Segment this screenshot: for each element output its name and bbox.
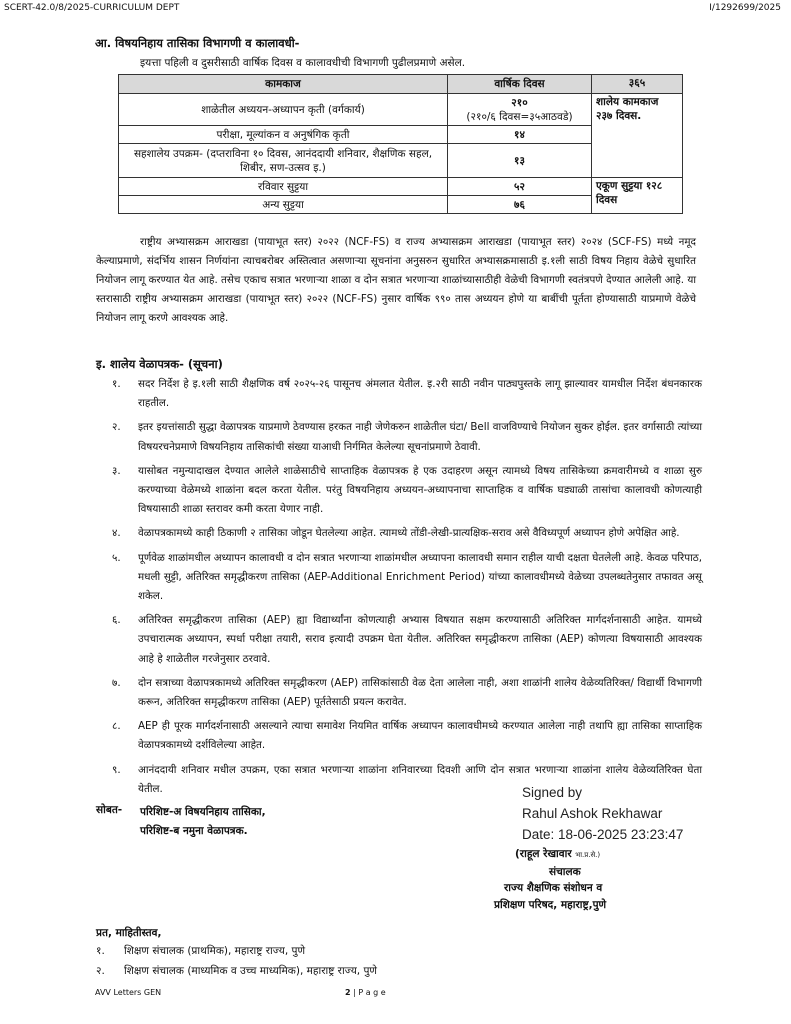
item-text: वेळापत्रकामध्ये काही ठिकाणी २ तासिका जोडून घेतलेल्या आहेत. त्यामध्ये तोंडी-लेखी-प्रात्यक्षिक-सराव असे वैविध्यपूर्ण अध्यापन होणे अपेक्षित आहे.: [138, 527, 680, 540]
officer-service: भा.प्र.से.): [575, 851, 601, 859]
copy-to-title: प्रत, माहितीस्तव,: [96, 927, 162, 939]
item-text: इतर इयत्तांसाठी सुद्धा वेळापत्रक याप्रमाणे ठेवण्यास हरकत नाही जेणेकरुन शाळेतील घंटा/ Bell वाजविण्याचे नियोजन सुकर होईल. इतर वर्गासाठी त्यांच्या विषयरचनेप्रमाणे विषयनिहाय तासिकांची संख्या याआधी निर्गमित केलेल्या सूचनांप्रमाणे ठेवावी.: [138, 421, 702, 453]
item-number: १.: [96, 945, 105, 957]
row-work: रविवार सुट्टया: [119, 178, 448, 196]
row-work: शाळेतील अध्ययन-अध्यापन कृती (वर्गकार्य): [119, 94, 448, 126]
header-work: कामकाज: [119, 75, 448, 94]
item-number: ९.: [112, 763, 121, 776]
item-number: ७.: [112, 676, 121, 689]
row-work: परीक्षा, मूल्यांकन व अनुषंगिक कृती: [119, 126, 448, 144]
item-number: २.: [96, 965, 105, 977]
list-item: [96, 941, 377, 961]
section-i-title: इ. शालेय वेळापत्रक- (सूचना): [96, 357, 223, 371]
school-days-total: शालेय कामकाज २३७ दिवस.: [592, 94, 683, 178]
item-number: ६.: [112, 614, 121, 627]
copy-to-list: [96, 941, 377, 981]
enclosure-item: परिशिष्ट-ब नमुना वेळापत्रक.: [140, 825, 248, 837]
list-item: [112, 674, 702, 712]
digital-signature-block: [522, 782, 683, 845]
item-number: २.: [112, 421, 121, 434]
page-number-value: 2: [345, 988, 351, 997]
list-item: [112, 717, 702, 755]
item-text: दोन सत्राच्या वेळापत्रकामध्ये अतिरिक्त समृद्धीकरण (AEP) तासिकांसाठी वेळ देता आलेला नाही, अशा शाळांनी शालेय वेळेव्यतिरिक्त/ विद्यार्थी विभागणी करून, अतिरिक्त समृद्धीकरण तासिका (AEP) पूर्ततेसाठी प्रयत्न करावेत.: [138, 676, 702, 709]
document-reference: SCERT-42.0/8/2025-CURRICULUM DEPT: [4, 3, 180, 13]
table-row: [119, 178, 683, 196]
row-days: [448, 94, 592, 126]
row-work: अन्य सुट्टया: [119, 196, 448, 214]
signer-name: Rahul Ashok Rekhawar: [522, 806, 663, 821]
instructions-list: [112, 375, 702, 804]
item-text: शिक्षण संचालक (प्राथमिक), महाराष्ट्र राज्य, पुणे: [124, 945, 306, 957]
enclosure-item: परिशिष्ट-अ विषयनिहाय तासिका,: [140, 806, 266, 818]
table-row: [119, 94, 683, 126]
item-number: ८.: [112, 720, 121, 733]
footer-template-name: AVV Letters GEN: [95, 988, 162, 997]
page-number: [345, 988, 386, 997]
item-text: अतिरिक्त समृद्धीकरण तासिका (AEP) ह्या विद्यार्थ्यांना कोणत्याही अभ्यास विषयात सक्षम करण्यासाठी अतिरिक्त मार्गदर्शनासाठी आहेत. यामध्ये उपचारात्मक अध्यापन, स्पर्धा परीक्षा तयारी, सराव इत्यादी उपक्रम घेता येतील. अतिरिक्त समृद्धीकरण तासिका (AEP) कोणत्या विषयासाठी आवश्यक आहे हे शाळेतील गरजेनुसार ठरवावे.: [138, 614, 702, 665]
list-item: [96, 961, 377, 981]
holidays-total: एकूण सुट्टया १२८ दिवस: [592, 178, 683, 214]
annual-days-table: [118, 74, 683, 214]
list-item: [112, 611, 702, 669]
inward-number: I/1292699/2025: [709, 3, 781, 13]
row-work: सहशालेय उपक्रम- (दप्तराविना १० दिवस, आनंददायी शनिवार, शैक्षणिक सहल, शिबीर, सण-उत्सव इ.): [119, 144, 448, 178]
section-a-intro: इयत्ता पहिली व दुसरीसाठी वार्षिक दिवस व कालावधीची विभागणी पुढीलप्रमाणे असेल.: [140, 57, 466, 69]
list-item: [112, 375, 702, 413]
signature-date: Date: 18-06-2025 23:23:47: [522, 827, 684, 842]
list-item: [112, 418, 702, 456]
officer-designation: संचालक: [549, 866, 581, 878]
item-text: पूर्णवेळ शाळांमधील अध्यापन कालावधी व दोन सत्रात भरणाऱ्या शाळांमधील अध्यापना कालावधी समान राहील याची दक्षता घेतलेली आहे. केवळ परिपाठ, मधली सुट्टी, अतिरिक्त समृद्धीकरण तासिका (AEP-Additional Enrichment Period) यांच्या कालावधीमध्ये वेळेच्या उपलब्धतेनुसार तफावत असू शकेल.: [138, 551, 702, 603]
row-days: १३: [448, 144, 592, 178]
enclosures-label: सोबत-: [96, 804, 123, 816]
organization-line-2: प्रशिक्षण परिषद, महाराष्ट्र,पुणे: [494, 899, 607, 911]
item-text: AEP ही पूरक मार्गदर्शनासाठी असल्याने त्याचा समावेश नियमित वार्षिक अध्यापन कालावधीमध्ये करण्यात आलेला नाही तथापि ह्या तासिका साप्ताहिक वेळापत्रकामध्ये दर्शविलेल्या आहेत.: [138, 720, 702, 752]
item-text: शिक्षण संचालक (माध्यमिक व उच्च माध्यमिक), महाराष्ट्र राज्य, पुणे: [124, 965, 378, 977]
section-a-title: आ. विषयनिहाय तासिका विभागणी व कालावधी-: [95, 36, 300, 50]
item-text: यासोबत नमुन्यादाखल देण्यात आलेले शाळेसाठीचे साप्ताहिक वेळापत्रक हे एक उदाहरण असून त्यामध्ये विषय तासिकेच्या क्रमवारीमध्ये व शाळा सुरु करण्याच्या वेळेमध्ये शाळांना बदल करता येतील. परंतु विषयनिहाय अध्ययन-अध्यापनाचा साप्ताहिक व वार्षिक घड्याळी तासांचा कालावधी कोणत्याही विषयासाठी शाळा स्तरावर कमी करता येणार नाही.: [138, 464, 702, 516]
header-total-days: ३६५: [592, 75, 683, 94]
row-days: ५२: [448, 178, 592, 196]
header-annual-days: वार्षिक दिवस: [448, 75, 592, 94]
row-days-value: २१०: [511, 96, 528, 109]
item-number: १.: [112, 378, 121, 390]
page-label: | P a g e: [353, 988, 386, 997]
item-number: ४.: [112, 527, 121, 540]
row-days-note: (२१०/६ दिवस=३५आठवडे): [466, 110, 573, 123]
item-text: आनंददायी शनिवार मधील उपक्रम, एका सत्रात भरणाऱ्या शाळांना शनिवारच्या दिवशी आणि दोन सत्रात भरणाऱ्या शाळांना शालेय वेळेव्यतिरिक्त घेता येतील.: [138, 763, 702, 795]
enclosures-list: [140, 803, 266, 841]
officer-name: [515, 847, 600, 861]
item-number: ३.: [112, 464, 121, 477]
organization-line-1: राज्य शैक्षणिक संशोधन व: [504, 882, 603, 894]
row-days: १४: [448, 126, 592, 144]
item-text: सदर निर्देश हे इ.१ली साठी शैक्षणिक वर्ष २०२५-२६ पासूनच अंमलात येतील. इ.२री साठी नवीन पाठ्यपुस्तके लागू झाल्यावर यामधील निर्देश बंधनकारक राहतील.: [138, 378, 702, 410]
list-item: [112, 462, 702, 520]
table-header-row: [119, 75, 683, 94]
list-item: [112, 549, 702, 607]
signed-by-label: Signed by: [522, 785, 583, 800]
item-number: ५.: [112, 551, 121, 564]
officer-name-text: (राहूल रेखावार: [515, 848, 572, 860]
row-days: ७६: [448, 196, 592, 214]
list-item: [112, 524, 702, 543]
body-paragraph: राष्ट्रीय अभ्यासक्रम आराखडा (पायाभूत स्तर) २०२२ (NCF-FS) व राज्य अभ्यासक्रम आराखडा (पायाभूत स्तर) २०२४ (SCF-FS) मध्ये नमूद केल्याप्रमाणे, संदर्भिय शासन निर्णयांना त्याचबरोबर अस्तित्वात असणाऱ्या सूचनांना अनुसरुन सुधारित अभ्यासक्रमासाठी इ.१ली साठी विषय निहाय वेळेचे सुधारित नियोजन लागू करण्यात येत आहे. तसेच एकाच सत्रात भरणाऱ्या शाळा व दोन सत्रात भरणाऱ्या शाळांच्यासाठीही वेळेची विभागणी स्वतंत्रपणे देण्यात आलेली आहे. या स्तरासाठी राष्ट्रीय अभ्यासक्रम आराखडा (पायाभूत स्तर) २०२२ (NCF-FS) नुसार वार्षिक ९९० तास अध्ययन होणे या बाबींची पूर्तता होण्यासाठी याप्रमाणे वेळेचे नियोजन लागू करणे आवश्यक आहे.: [96, 236, 696, 324]
